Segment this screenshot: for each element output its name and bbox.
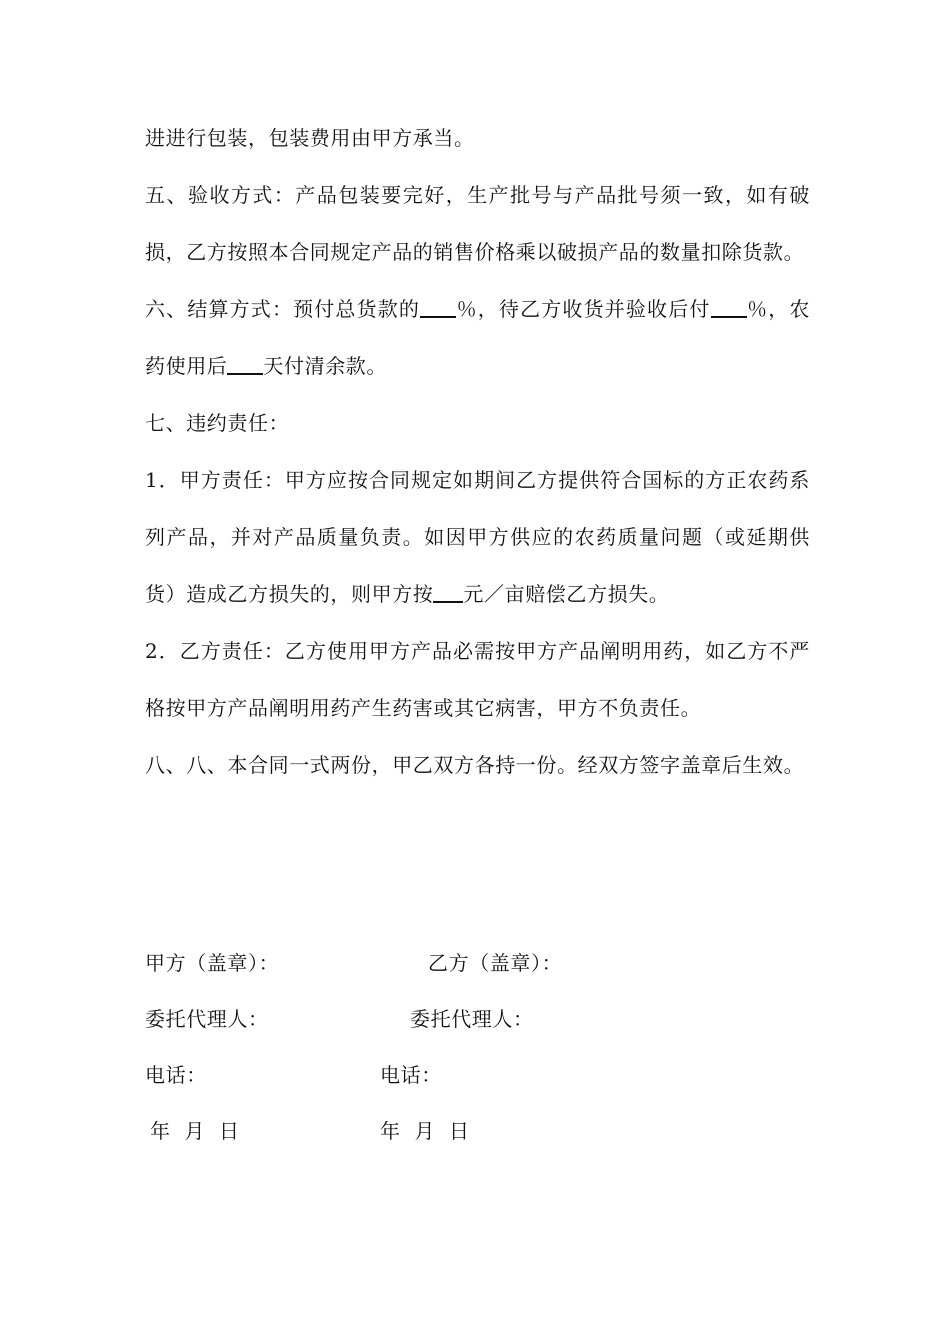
settlement-text-3: ％，农药使用后 — [145, 297, 810, 378]
agent-row — [0, 991, 950, 1047]
days-blank — [227, 355, 263, 375]
contract-body — [145, 110, 810, 794]
party-a-date-label: 年 月 日 — [150, 1119, 240, 1143]
party-b-phone-label: 电话： — [380, 1063, 442, 1087]
liability-heading: 七、违约责任： — [145, 411, 290, 435]
party-b-date-label: 年 月 日 — [380, 1119, 470, 1143]
date-row — [0, 1103, 950, 1159]
party-a-seal-label: 甲方（盖章）： — [145, 951, 280, 975]
settlement-text-1: 六、结算方式：预付总货款的 — [145, 297, 421, 321]
seal-row — [0, 935, 950, 991]
party-a-liability-text-2: 元／亩赔偿乙方损失。 — [463, 582, 670, 606]
phone-row — [0, 1047, 950, 1103]
settlement-text-4: 天付清余款。 — [263, 354, 388, 378]
compensation-blank — [433, 583, 463, 603]
party-a-phone-label: 电话： — [145, 1063, 207, 1087]
settlement-text-2: ％，待乙方收货并验收后付 — [456, 297, 711, 321]
party-b-agent-label: 委托代理人： — [410, 1007, 534, 1031]
party-b-liability: 2．乙方责任：乙方使用甲方产品必需按甲方产品阐明用药，如乙方不严格按甲方产品阐明用药产生药害或其它病害，甲方不负责任。 — [145, 639, 810, 720]
signature-block — [0, 935, 950, 1159]
acceptance-clause: 五、验收方式：产品包装要完好，生产批号与产品批号须一致，如有破损，乙方按照本合同规定产品的销售价格乘以破损产品的数量扣除货款。 — [145, 183, 810, 264]
party-a-liability-text-1: 1．甲方责任：甲方应按合同规定如期间乙方提供符合国标的方正农药系列产品，并对产品质量负责。如因甲方供应的农药质量问题（或延期供货）造成乙方损失的，则甲方按 — [145, 468, 810, 606]
party-b-seal-label: 乙方（盖章）： — [428, 951, 563, 975]
party-a-agent-label: 委托代理人： — [145, 1007, 269, 1031]
prepay-percent-blank — [420, 298, 456, 318]
party-a-liability — [145, 452, 810, 623]
packaging-clause: 进进行包装，包装费用由甲方承当。 — [145, 126, 475, 150]
copies-clause: 八、八、本合同一式两份，甲乙双方各持一份。经双方签字盖章后生效。 — [145, 753, 805, 777]
after-acceptance-percent-blank — [711, 298, 747, 318]
settlement-clause — [145, 281, 810, 395]
